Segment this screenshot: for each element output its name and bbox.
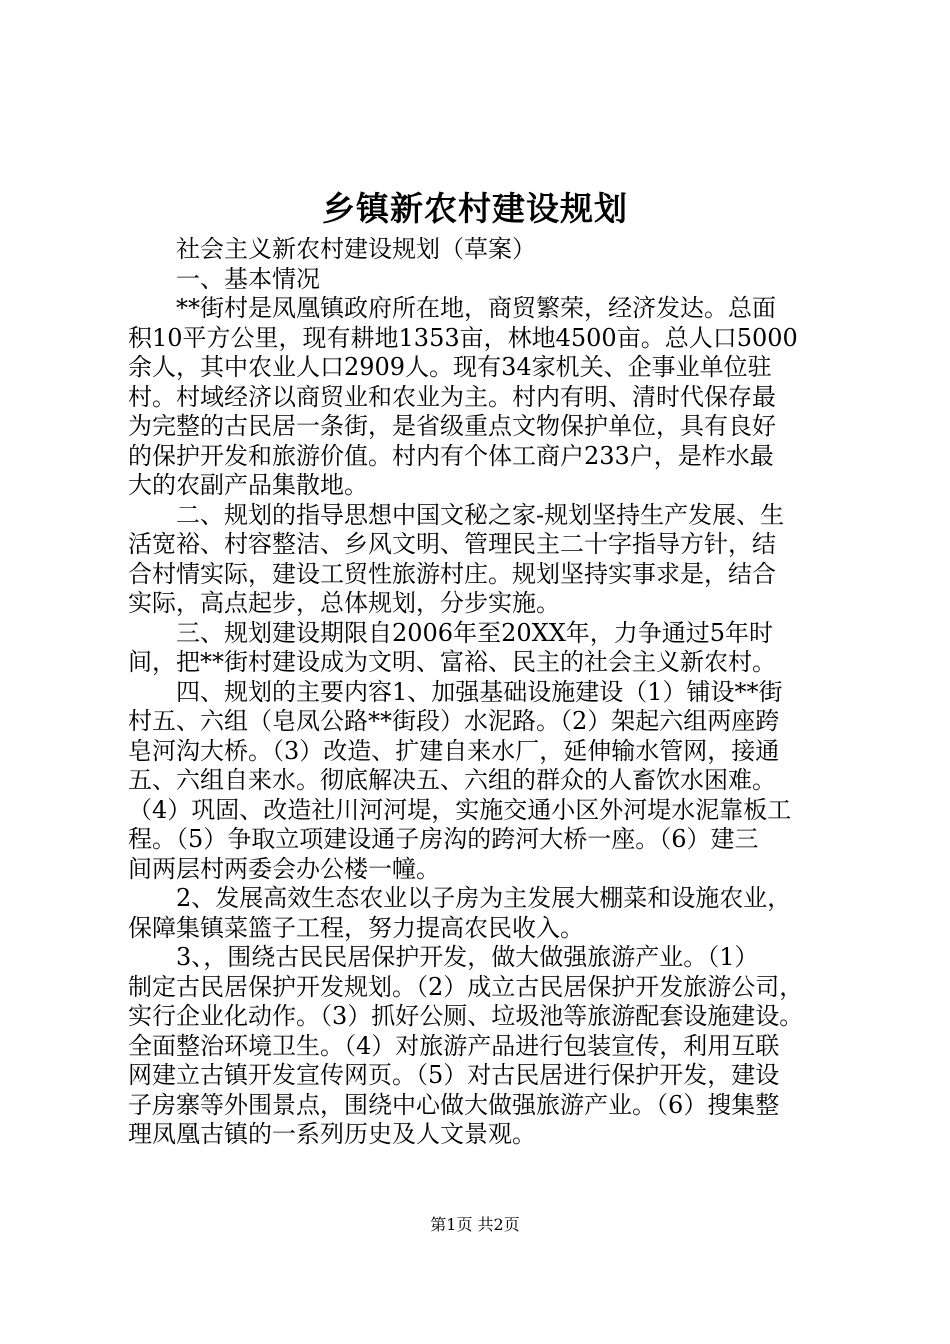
page-footer: 第1页 共2页 [430,1215,520,1234]
text-line: 二、规划的指导思想中国文秘之家-规划坚持生产发展、生 [128,500,785,529]
text-line: 合村情实际，建设工贸性旅游村庄。规划坚持实事求是，结合 [128,559,776,588]
text-line: 理凤凰古镇的一系列历史及人文景观。 [128,1120,536,1148]
text-line: 五、六组自来水。彻底解决五、六组的群众的人畜饮水困难。 [128,766,776,794]
text-line: 的保护开发和旅游价值。村内有个体工商户233户，是柞水最 [128,441,774,470]
text-line: 大的农副产品集散地。 [128,471,368,499]
text-line: 实行企业化动作。（3）抓好公厕、垃圾池等旅游配套设施建设。 [128,1002,804,1030]
text-line: 余人，其中农业人口2909人。现有34家机关、企事业单位驻 [128,353,772,381]
text-line: 活宽裕、村容整洁、乡风文明、管理民主二十字指导方针，结 [128,530,776,558]
text-line: 实际，高点起步，总体规划，分步实施。 [128,589,560,617]
text-line: 三、规划建设期限自2006年至20XX年，力争通过5年时 [128,618,774,647]
text-line: 3、，围绕古民民居保护开发，做大做强旅游产业。（1） [128,943,759,971]
text-line: 社会主义新农村建设规划（草案） [128,235,536,263]
text-line: 2、发展高效生态农业以子房为主发展大棚菜和设施农业， [128,884,792,912]
text-line: 网建立古镇开发宣传网页。（5）对古民居进行保护开发，建设 [128,1061,780,1089]
text-line: 间两层村两委会办公楼一幢。 [128,854,440,883]
text-line: **街村是凤凰镇政府所在地，商贸繁荣，经济发达。总面 [128,294,776,322]
text-line: （4）巩固、改造社川河河堤，实施交通小区外河堤水泥靠板工 [128,795,792,824]
text-line: 皂河沟大桥。（3）改造、扩建自来水厂，延伸输水管网，接通 [128,736,780,765]
text-line: 四、规划的主要内容1、加强基础设施建设（1）铺设**街 [128,677,783,706]
text-line: 为完整的古民居一条街，是省级重点文物保护单位，具有良好 [128,412,776,440]
text-line: 保障集镇菜篮子工程，努力提高农民收入。 [128,913,584,942]
document-title: 乡镇新农村建设规划 [322,189,628,228]
text-line: 间，把**街村建设成为文明、富裕、民主的社会主义新农村。 [128,648,776,676]
text-line: 村。村域经济以商贸业和农业为主。村内有明、清时代保存最 [128,382,776,411]
text-line: 积10平方公里，现有耕地1353亩，林地4500亩。总人口5000 [128,323,798,352]
text-line: 程。（5）争取立项建设通子房沟的跨河大桥一座。（6）建三 [128,825,759,853]
text-line: 子房寨等外围景点，围绕中心做大做强旅游产业。（6）搜集整 [128,1090,780,1119]
text-line: 村五、六组（皂凤公路**街段）水泥路。（2）架起六组两座跨 [128,707,780,735]
text-line: 制定古民居保护开发规划。（2）成立古民居保护开发旅游公司， [128,972,804,1001]
document-body [128,235,840,1150]
text-line: 全面整治环境卫生。（4）对旅游产品进行包装宣传，利用互联 [128,1031,780,1060]
text-line: 一、基本情况 [128,264,320,293]
